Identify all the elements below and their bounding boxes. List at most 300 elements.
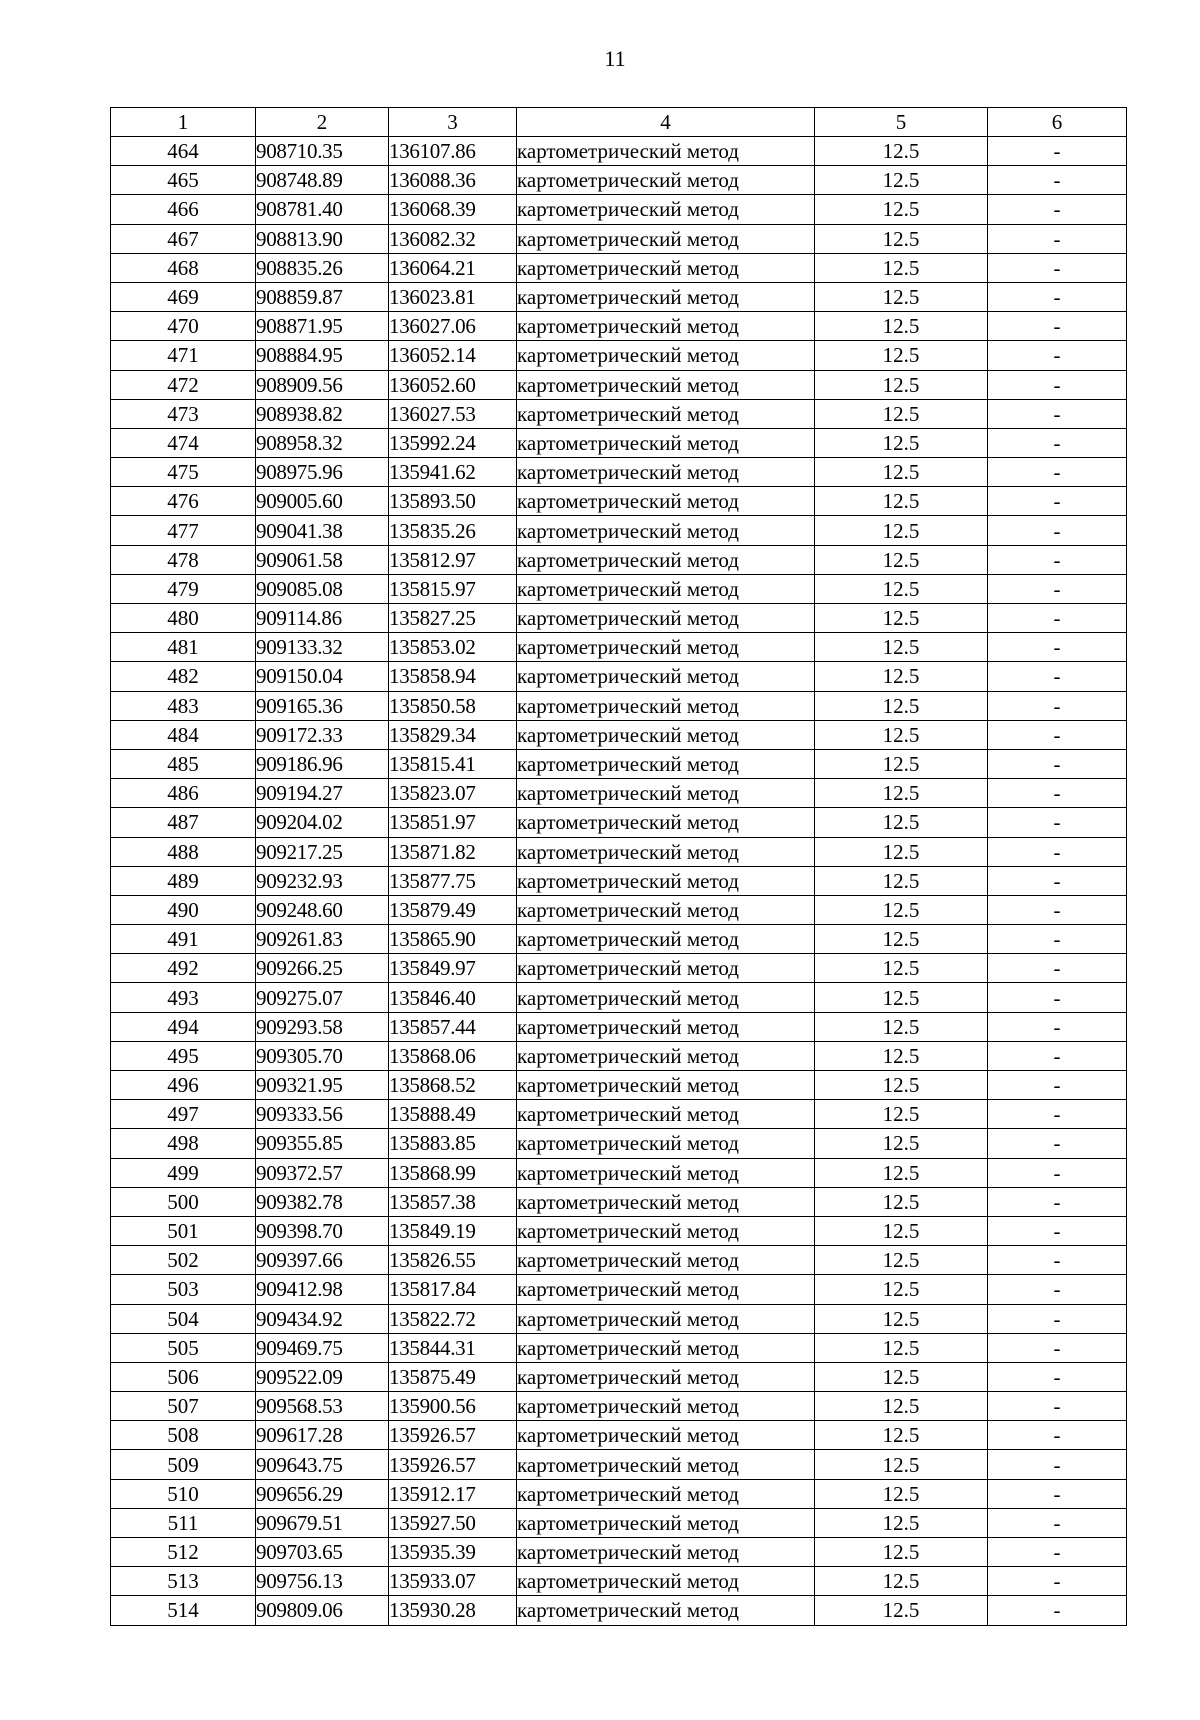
table-row — [111, 428, 1127, 457]
table-row — [111, 1304, 1127, 1333]
table-body — [111, 137, 1127, 1626]
cell-method: картометрический метод — [517, 925, 815, 954]
cell-coord-x: 909232.93 — [256, 866, 389, 895]
cell-coord-y: 135933.07 — [389, 1567, 517, 1596]
cell-note: - — [988, 1421, 1127, 1450]
table-row — [111, 808, 1127, 837]
cell-point-number: 490 — [111, 895, 256, 924]
cell-note: - — [988, 1362, 1127, 1391]
cell-coord-y: 135926.57 — [389, 1450, 517, 1479]
cell-coord-y: 135875.49 — [389, 1362, 517, 1391]
cell-coord-x: 909275.07 — [256, 983, 389, 1012]
cell-coord-x: 908975.96 — [256, 458, 389, 487]
cell-method: картометрический метод — [517, 866, 815, 895]
cell-accuracy: 12.5 — [815, 1567, 988, 1596]
cell-coord-y: 135823.07 — [389, 779, 517, 808]
cell-coord-x: 908938.82 — [256, 399, 389, 428]
cell-method: картометрический метод — [517, 137, 815, 166]
cell-note: - — [988, 720, 1127, 749]
cell-accuracy: 12.5 — [815, 1333, 988, 1362]
cell-note: - — [988, 1246, 1127, 1275]
cell-note: - — [988, 1129, 1127, 1158]
cell-coord-y: 135850.58 — [389, 691, 517, 720]
cell-method: картометрический метод — [517, 1100, 815, 1129]
cell-point-number: 491 — [111, 925, 256, 954]
table-row — [111, 1129, 1127, 1158]
table-row — [111, 779, 1127, 808]
table-row — [111, 954, 1127, 983]
cell-accuracy: 12.5 — [815, 1362, 988, 1391]
cell-point-number: 500 — [111, 1187, 256, 1216]
table-row — [111, 574, 1127, 603]
cell-accuracy: 12.5 — [815, 487, 988, 516]
table-row — [111, 166, 1127, 195]
cell-coord-x: 909756.13 — [256, 1567, 389, 1596]
table-row — [111, 399, 1127, 428]
cell-coord-y: 135868.99 — [389, 1158, 517, 1187]
cell-method: картометрический метод — [517, 1538, 815, 1567]
table-row — [111, 1596, 1127, 1625]
cell-point-number: 501 — [111, 1216, 256, 1245]
cell-note: - — [988, 662, 1127, 691]
cell-method: картометрический метод — [517, 1216, 815, 1245]
cell-coord-x: 909041.38 — [256, 516, 389, 545]
cell-coord-x: 909293.58 — [256, 1012, 389, 1041]
cell-note: - — [988, 1012, 1127, 1041]
cell-coord-x: 909305.70 — [256, 1041, 389, 1070]
cell-note: - — [988, 1216, 1127, 1245]
cell-accuracy: 12.5 — [815, 1450, 988, 1479]
cell-point-number: 482 — [111, 662, 256, 691]
cell-point-number: 470 — [111, 312, 256, 341]
table-row — [111, 720, 1127, 749]
cell-point-number: 496 — [111, 1071, 256, 1100]
cell-point-number: 477 — [111, 516, 256, 545]
cell-note: - — [988, 1538, 1127, 1567]
cell-coord-x: 909522.09 — [256, 1362, 389, 1391]
cell-coord-y: 135930.28 — [389, 1596, 517, 1625]
cell-note: - — [988, 633, 1127, 662]
cell-coord-y: 135941.62 — [389, 458, 517, 487]
cell-coord-y: 136068.39 — [389, 195, 517, 224]
table-row — [111, 516, 1127, 545]
cell-method: картометрический метод — [517, 253, 815, 282]
cell-coord-y: 136052.60 — [389, 370, 517, 399]
table-row — [111, 1392, 1127, 1421]
cell-method: картометрический метод — [517, 633, 815, 662]
cell-point-number: 514 — [111, 1596, 256, 1625]
table-row — [111, 312, 1127, 341]
cell-coord-x: 909266.25 — [256, 954, 389, 983]
page-number: 11 — [604, 46, 626, 71]
cell-coord-y: 135849.97 — [389, 954, 517, 983]
cell-method: картометрический метод — [517, 1304, 815, 1333]
cell-accuracy: 12.5 — [815, 1100, 988, 1129]
cell-coord-x: 909412.98 — [256, 1275, 389, 1304]
table-row — [111, 1567, 1127, 1596]
cell-coord-y: 135858.94 — [389, 662, 517, 691]
cell-note: - — [988, 808, 1127, 837]
cell-accuracy: 12.5 — [815, 1392, 988, 1421]
cell-coord-y: 135815.97 — [389, 574, 517, 603]
cell-accuracy: 12.5 — [815, 662, 988, 691]
cell-point-number: 484 — [111, 720, 256, 749]
cell-point-number: 488 — [111, 837, 256, 866]
cell-note: - — [988, 253, 1127, 282]
cell-point-number: 511 — [111, 1508, 256, 1537]
cell-accuracy: 12.5 — [815, 1275, 988, 1304]
cell-accuracy: 12.5 — [815, 604, 988, 633]
cell-coord-y: 135853.02 — [389, 633, 517, 662]
cell-point-number: 485 — [111, 749, 256, 778]
cell-point-number: 505 — [111, 1333, 256, 1362]
cell-point-number: 506 — [111, 1362, 256, 1391]
cell-point-number: 474 — [111, 428, 256, 457]
cell-method: картометрический метод — [517, 720, 815, 749]
cell-point-number: 483 — [111, 691, 256, 720]
cell-point-number: 468 — [111, 253, 256, 282]
cell-note: - — [988, 1508, 1127, 1537]
cell-note: - — [988, 516, 1127, 545]
cell-coord-x: 909321.95 — [256, 1071, 389, 1100]
cell-accuracy: 12.5 — [815, 545, 988, 574]
cell-point-number: 479 — [111, 574, 256, 603]
cell-method: картометрический метод — [517, 1158, 815, 1187]
cell-accuracy: 12.5 — [815, 370, 988, 399]
cell-note: - — [988, 1333, 1127, 1362]
cell-accuracy: 12.5 — [815, 428, 988, 457]
table-row — [111, 895, 1127, 924]
cell-method: картометрический метод — [517, 458, 815, 487]
cell-note: - — [988, 983, 1127, 1012]
cell-coord-x: 909382.78 — [256, 1187, 389, 1216]
cell-accuracy: 12.5 — [815, 633, 988, 662]
table-row — [111, 1275, 1127, 1304]
cell-accuracy: 12.5 — [815, 1012, 988, 1041]
cell-coord-y: 136027.53 — [389, 399, 517, 428]
table-row — [111, 1012, 1127, 1041]
cell-coord-x: 908884.95 — [256, 341, 389, 370]
cell-coord-y: 136023.81 — [389, 282, 517, 311]
cell-accuracy: 12.5 — [815, 925, 988, 954]
cell-method: картометрический метод — [517, 282, 815, 311]
cell-accuracy: 12.5 — [815, 1129, 988, 1158]
cell-point-number: 473 — [111, 399, 256, 428]
cell-note: - — [988, 1100, 1127, 1129]
cell-coord-x: 909061.58 — [256, 545, 389, 574]
cell-point-number: 495 — [111, 1041, 256, 1070]
cell-accuracy: 12.5 — [815, 1596, 988, 1625]
cell-coord-y: 135927.50 — [389, 1508, 517, 1537]
cell-coord-x: 909114.86 — [256, 604, 389, 633]
cell-accuracy: 12.5 — [815, 895, 988, 924]
cell-coord-x: 908748.89 — [256, 166, 389, 195]
table-row — [111, 1450, 1127, 1479]
cell-note: - — [988, 487, 1127, 516]
cell-point-number: 476 — [111, 487, 256, 516]
cell-note: - — [988, 1071, 1127, 1100]
cell-accuracy: 12.5 — [815, 1421, 988, 1450]
cell-note: - — [988, 282, 1127, 311]
cell-method: картометрический метод — [517, 370, 815, 399]
cell-point-number: 492 — [111, 954, 256, 983]
cell-method: картометрический метод — [517, 574, 815, 603]
cell-coord-x: 909568.53 — [256, 1392, 389, 1421]
cell-accuracy: 12.5 — [815, 720, 988, 749]
cell-point-number: 509 — [111, 1450, 256, 1479]
cell-point-number: 480 — [111, 604, 256, 633]
cell-coord-y: 135826.55 — [389, 1246, 517, 1275]
cell-coord-x: 909703.65 — [256, 1538, 389, 1567]
table-row — [111, 224, 1127, 253]
cell-coord-y: 135817.84 — [389, 1275, 517, 1304]
cell-method: картометрический метод — [517, 399, 815, 428]
cell-coord-x: 909469.75 — [256, 1333, 389, 1362]
cell-note: - — [988, 1567, 1127, 1596]
cell-coord-y: 136107.86 — [389, 137, 517, 166]
table-row — [111, 983, 1127, 1012]
cell-coord-y: 135868.52 — [389, 1071, 517, 1100]
cell-coord-y: 135857.38 — [389, 1187, 517, 1216]
table-row — [111, 1246, 1127, 1275]
table-row — [111, 1071, 1127, 1100]
cell-method: картометрический метод — [517, 1012, 815, 1041]
cell-method: картометрический метод — [517, 1187, 815, 1216]
cell-method: картометрический метод — [517, 1596, 815, 1625]
table-row — [111, 1333, 1127, 1362]
cell-method: картометрический метод — [517, 1071, 815, 1100]
cell-accuracy: 12.5 — [815, 1041, 988, 1070]
cell-note: - — [988, 1041, 1127, 1070]
cell-coord-y: 135883.85 — [389, 1129, 517, 1158]
cell-coord-x: 909172.33 — [256, 720, 389, 749]
cell-method: картометрический метод — [517, 341, 815, 370]
cell-accuracy: 12.5 — [815, 137, 988, 166]
table-row — [111, 749, 1127, 778]
cell-coord-y: 135812.97 — [389, 545, 517, 574]
cell-coord-x: 909333.56 — [256, 1100, 389, 1129]
cell-coord-y: 135815.41 — [389, 749, 517, 778]
cell-coord-x: 909656.29 — [256, 1479, 389, 1508]
cell-note: - — [988, 545, 1127, 574]
table-row — [111, 925, 1127, 954]
cell-method: картометрический метод — [517, 1508, 815, 1537]
cell-coord-y: 135935.39 — [389, 1538, 517, 1567]
cell-note: - — [988, 341, 1127, 370]
cell-point-number: 467 — [111, 224, 256, 253]
cell-method: картометрический метод — [517, 1129, 815, 1158]
cell-accuracy: 12.5 — [815, 516, 988, 545]
header-col-2: 2 — [256, 108, 389, 137]
cell-point-number: 475 — [111, 458, 256, 487]
cell-coord-y: 135868.06 — [389, 1041, 517, 1070]
cell-coord-x: 909150.04 — [256, 662, 389, 691]
table-row — [111, 487, 1127, 516]
cell-accuracy: 12.5 — [815, 224, 988, 253]
cell-method: картометрический метод — [517, 545, 815, 574]
cell-note: - — [988, 312, 1127, 341]
cell-accuracy: 12.5 — [815, 779, 988, 808]
cell-accuracy: 12.5 — [815, 253, 988, 282]
cell-accuracy: 12.5 — [815, 312, 988, 341]
cell-point-number: 499 — [111, 1158, 256, 1187]
table-row — [111, 691, 1127, 720]
cell-coord-x: 908813.90 — [256, 224, 389, 253]
cell-point-number: 478 — [111, 545, 256, 574]
cell-method: картометрический метод — [517, 779, 815, 808]
cell-note: - — [988, 458, 1127, 487]
cell-method: картометрический метод — [517, 895, 815, 924]
cell-coord-y: 135851.97 — [389, 808, 517, 837]
cell-note: - — [988, 866, 1127, 895]
cell-note: - — [988, 195, 1127, 224]
cell-coord-x: 908909.56 — [256, 370, 389, 399]
cell-coord-y: 135822.72 — [389, 1304, 517, 1333]
cell-point-number: 465 — [111, 166, 256, 195]
table-row — [111, 1158, 1127, 1187]
cell-note: - — [988, 1479, 1127, 1508]
cell-accuracy: 12.5 — [815, 837, 988, 866]
cell-point-number: 508 — [111, 1421, 256, 1450]
cell-accuracy: 12.5 — [815, 282, 988, 311]
table-row — [111, 662, 1127, 691]
cell-coord-x: 909204.02 — [256, 808, 389, 837]
cell-note: - — [988, 1158, 1127, 1187]
cell-coord-x: 908781.40 — [256, 195, 389, 224]
cell-coord-x: 909617.28 — [256, 1421, 389, 1450]
cell-method: картометрический метод — [517, 428, 815, 457]
header-col-6: 6 — [988, 108, 1127, 137]
cell-coord-x: 909434.92 — [256, 1304, 389, 1333]
cell-method: картометрический метод — [517, 312, 815, 341]
cell-coord-x: 909186.96 — [256, 749, 389, 778]
table-row — [111, 1421, 1127, 1450]
cell-point-number: 469 — [111, 282, 256, 311]
cell-point-number: 471 — [111, 341, 256, 370]
cell-method: картометрический метод — [517, 1275, 815, 1304]
cell-point-number: 464 — [111, 137, 256, 166]
cell-point-number: 494 — [111, 1012, 256, 1041]
cell-coord-x: 909005.60 — [256, 487, 389, 516]
cell-coord-y: 135846.40 — [389, 983, 517, 1012]
cell-coord-x: 909355.85 — [256, 1129, 389, 1158]
cell-coord-y: 135835.26 — [389, 516, 517, 545]
cell-note: - — [988, 837, 1127, 866]
cell-point-number: 481 — [111, 633, 256, 662]
cell-accuracy: 12.5 — [815, 1187, 988, 1216]
cell-accuracy: 12.5 — [815, 749, 988, 778]
cell-note: - — [988, 137, 1127, 166]
cell-coord-x: 909165.36 — [256, 691, 389, 720]
cell-method: картометрический метод — [517, 1246, 815, 1275]
cell-coord-x: 909372.57 — [256, 1158, 389, 1187]
cell-point-number: 503 — [111, 1275, 256, 1304]
cell-method: картометрический метод — [517, 1041, 815, 1070]
cell-point-number: 493 — [111, 983, 256, 1012]
cell-note: - — [988, 224, 1127, 253]
cell-note: - — [988, 779, 1127, 808]
cell-accuracy: 12.5 — [815, 983, 988, 1012]
cell-note: - — [988, 604, 1127, 633]
cell-note: - — [988, 1187, 1127, 1216]
cell-point-number: 472 — [111, 370, 256, 399]
cell-coord-y: 135844.31 — [389, 1333, 517, 1362]
cell-coord-y: 135849.19 — [389, 1216, 517, 1245]
cell-point-number: 510 — [111, 1479, 256, 1508]
cell-method: картометрический метод — [517, 224, 815, 253]
cell-method: картометрический метод — [517, 1333, 815, 1362]
header-col-4: 4 — [517, 108, 815, 137]
table-row — [111, 1538, 1127, 1567]
cell-accuracy: 12.5 — [815, 808, 988, 837]
table-row — [111, 137, 1127, 166]
cell-note: - — [988, 1304, 1127, 1333]
cell-coord-y: 135827.25 — [389, 604, 517, 633]
cell-point-number: 466 — [111, 195, 256, 224]
cell-point-number: 497 — [111, 1100, 256, 1129]
cell-note: - — [988, 895, 1127, 924]
cell-coord-x: 909397.66 — [256, 1246, 389, 1275]
table-row — [111, 282, 1127, 311]
cell-point-number: 489 — [111, 866, 256, 895]
cell-coord-x: 909085.08 — [256, 574, 389, 603]
table-row — [111, 1479, 1127, 1508]
cell-note: - — [988, 574, 1127, 603]
cell-point-number: 502 — [111, 1246, 256, 1275]
table-row — [111, 253, 1127, 282]
cell-method: картометрический метод — [517, 1450, 815, 1479]
coordinates-table — [110, 107, 1127, 1626]
cell-coord-y: 135912.17 — [389, 1479, 517, 1508]
cell-note: - — [988, 1275, 1127, 1304]
cell-coord-x: 909679.51 — [256, 1508, 389, 1537]
cell-accuracy: 12.5 — [815, 1246, 988, 1275]
cell-note: - — [988, 1450, 1127, 1479]
cell-method: картометрический метод — [517, 662, 815, 691]
cell-accuracy: 12.5 — [815, 691, 988, 720]
cell-coord-x: 909261.83 — [256, 925, 389, 954]
cell-accuracy: 12.5 — [815, 1508, 988, 1537]
cell-coord-x: 908871.95 — [256, 312, 389, 341]
header-col-5: 5 — [815, 108, 988, 137]
cell-note: - — [988, 428, 1127, 457]
cell-point-number: 507 — [111, 1392, 256, 1421]
table-row — [111, 1187, 1127, 1216]
cell-coord-x: 908958.32 — [256, 428, 389, 457]
cell-accuracy: 12.5 — [815, 1538, 988, 1567]
cell-point-number: 513 — [111, 1567, 256, 1596]
cell-method: картометрический метод — [517, 1479, 815, 1508]
cell-method: картометрический метод — [517, 516, 815, 545]
cell-point-number: 512 — [111, 1538, 256, 1567]
cell-note: - — [988, 399, 1127, 428]
cell-point-number: 486 — [111, 779, 256, 808]
cell-method: картометрический метод — [517, 1392, 815, 1421]
table-row — [111, 604, 1127, 633]
cell-method: картометрический метод — [517, 954, 815, 983]
table-row — [111, 195, 1127, 224]
cell-coord-y: 135865.90 — [389, 925, 517, 954]
cell-method: картометрический метод — [517, 1421, 815, 1450]
cell-coord-y: 135879.49 — [389, 895, 517, 924]
cell-accuracy: 12.5 — [815, 574, 988, 603]
cell-coord-x: 909643.75 — [256, 1450, 389, 1479]
table-row — [111, 837, 1127, 866]
cell-method: картометрический метод — [517, 195, 815, 224]
cell-coord-y: 135877.75 — [389, 866, 517, 895]
cell-note: - — [988, 749, 1127, 778]
cell-note: - — [988, 925, 1127, 954]
